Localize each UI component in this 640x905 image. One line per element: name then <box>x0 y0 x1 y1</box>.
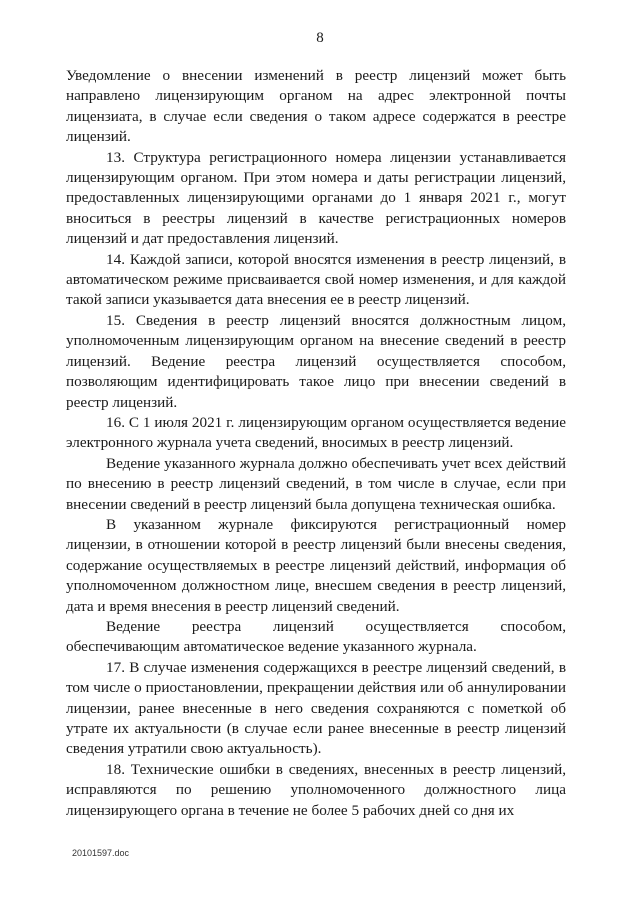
paragraph-16: 16. С 1 июля 2021 г. лицензирующим органом осуществляется ведение электронного журнала учета сведений, вносимых в реестр лицензий. <box>66 413 566 452</box>
paragraph-notification: Уведомление о внесении изменений в реестр лицензий может быть направлено лицензирующим органом на адрес электронной почты лицензиата, в случае если сведения о таком адресе содержатся в реестре лицензий. <box>66 67 566 146</box>
paragraph-17: 17. В случае изменения содержащихся в реестре лицензий сведений, в том числе о приостановлении, прекращении действия или об аннулировании лицензии, ранее внесенные в него сведения сохраняются с пометкой об утрате их актуальности (в случае если ранее внесенные в реестр лицензий сведения утратили свою актуальность). <box>66 658 566 758</box>
paragraph-16-journal: Ведение указанного журнала должно обеспечивать учет всех действий по внесению в реестр лицензий сведений, в том числе в случае, если при внесении сведений в реестр лицензий была допущена техническая ошибка. <box>66 454 566 513</box>
page-number: 8 <box>316 30 324 46</box>
paragraph-14: 14. Каждой записи, которой вносятся изменения в реестр лицензий, в автоматическом режиме присваивается свой номер изменения, и для каждой такой записи указывается дата внесения ее в реестр лицензий. <box>66 250 566 309</box>
paragraph-16-fields: В указанном журнале фиксируются регистрационный номер лицензии, в отношении которой в реестр лицензий были внесены сведения, содержание осуществляемых в реестре лицензий действий, информация об уполномоченном должностном лице, внесшем сведения в реестр лицензий, дата и время внесения в реестр лицензий сведений. <box>66 515 566 615</box>
paragraph-18: 18. Технические ошибки в сведениях, внесенных в реестр лицензий, исправляются по решению уполномоченного должностного лица лицензирующего органа в течение не более 5 рабочих дней со дня их <box>66 760 566 819</box>
paragraph-13: 13. Структура регистрационного номера лицензии устанавливается лицензирующим органом. При этом номера и даты регистрации лицензий, предоставленных лицензирующими органами до 1 января 2021 г., могут вноситься в реестры лицензий в качестве регистрационных номеров лицензий и дат предоставления лицензий. <box>66 148 566 248</box>
paragraph-16-method: Ведение реестра лицензий осуществляется способом, обеспечивающим автоматическое ведение указанного журнала. <box>66 617 566 656</box>
document-body <box>66 66 566 821</box>
paragraph-15: 15. Сведения в реестр лицензий вносятся должностным лицом, уполномоченным лицензирующим органом на внесение сведений в реестр лицензий. Ведение реестра лицензий осуществляется способом, позволяющим идентифицировать такое лицо при внесении сведений в реестр лицензий. <box>66 311 566 411</box>
footer-filename: 20101597.doc <box>72 848 130 858</box>
